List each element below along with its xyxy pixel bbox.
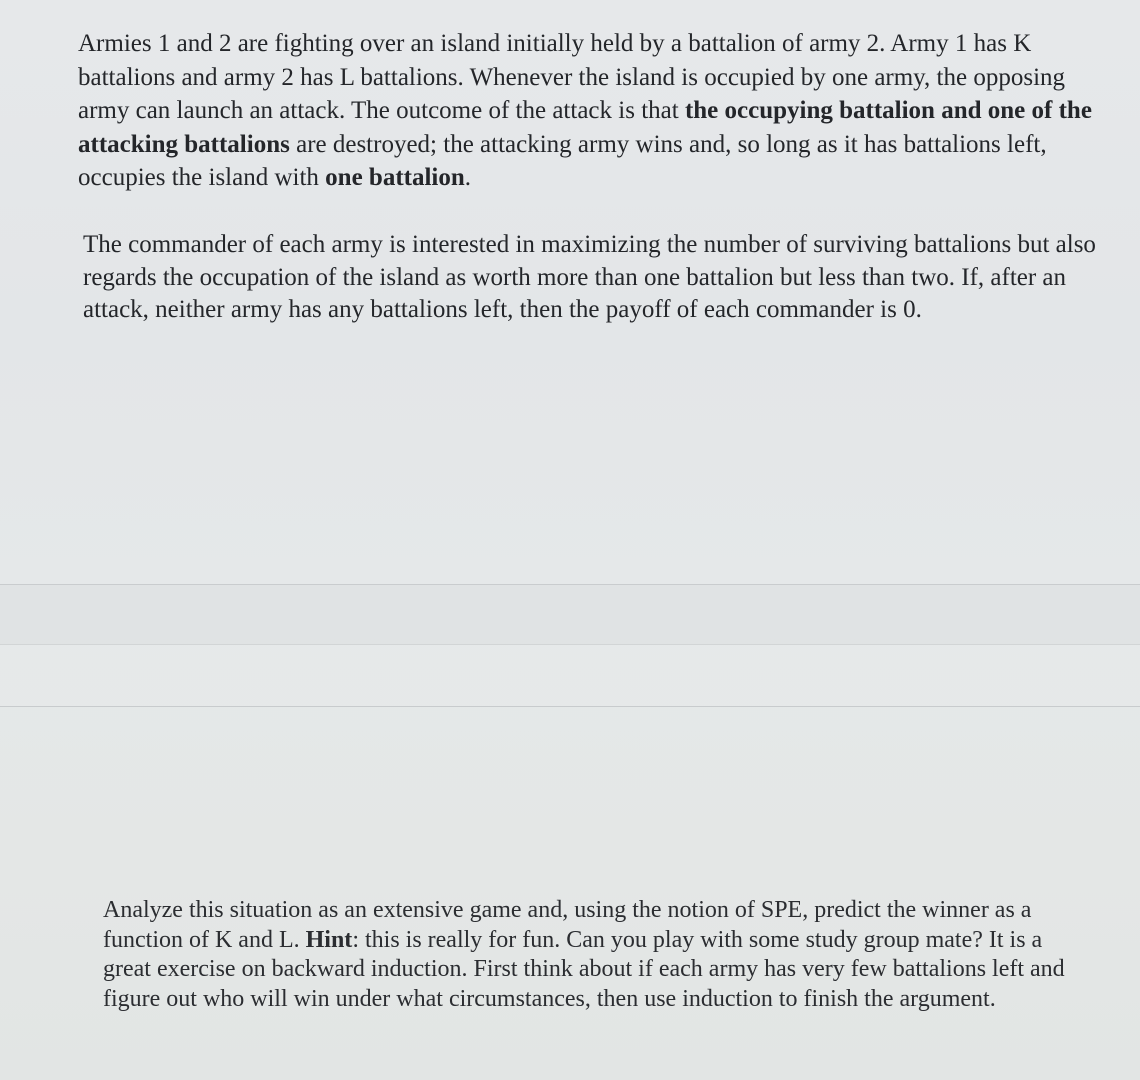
photo-band-light [0,645,1140,706]
statement-text-2: are destroyed; the attacking army wins and, so long as it has battalions left, occupies the island with [78,130,1047,192]
divider-line [0,644,1140,645]
divider-line [0,584,1140,585]
statement-text-1: Armies 1 and 2 are fighting over an island initially held by a battalion of army 2. Army 1 has K battalions and army 2 has L battalions. Whenever the island is occupied by one army, the opposing army can launch an attack. The outcome of the attack is that [78,30,1066,125]
statement-bold-2: one battalion [325,164,465,192]
payoff-description-paragraph [83,229,1123,327]
task-text-2: : this is really for fun. Can you play with some study group mate? It is a great exercise on backward induction. First think about if each army has very few battalions left and figure out who will win under what circumstances, then use induction to finish the argument. [103,926,1065,1012]
task-paragraph [103,896,1093,1014]
statement-bold-1: the occupying battalion and one of the attacking battalions [78,97,1092,158]
statement-text-3: . [464,164,472,192]
problem-statement-paragraph [78,27,1118,195]
photo-band-shade [0,585,1140,644]
payoff-text: The commander of each army is interested in maximizing the number of surviving battalions but also regards the occupation of the island as worth more than one battalion but less than two. If, after an attack, neither army has any battalions left, then the payoff of each commander is 0. [83,231,1096,323]
task-text-1: Analyze this situation as an extensive game and, using the notion of SPE, predict the winner as a function of K and L. [103,897,1032,953]
divider-line [0,706,1140,707]
hint-label: Hint [305,926,353,953]
